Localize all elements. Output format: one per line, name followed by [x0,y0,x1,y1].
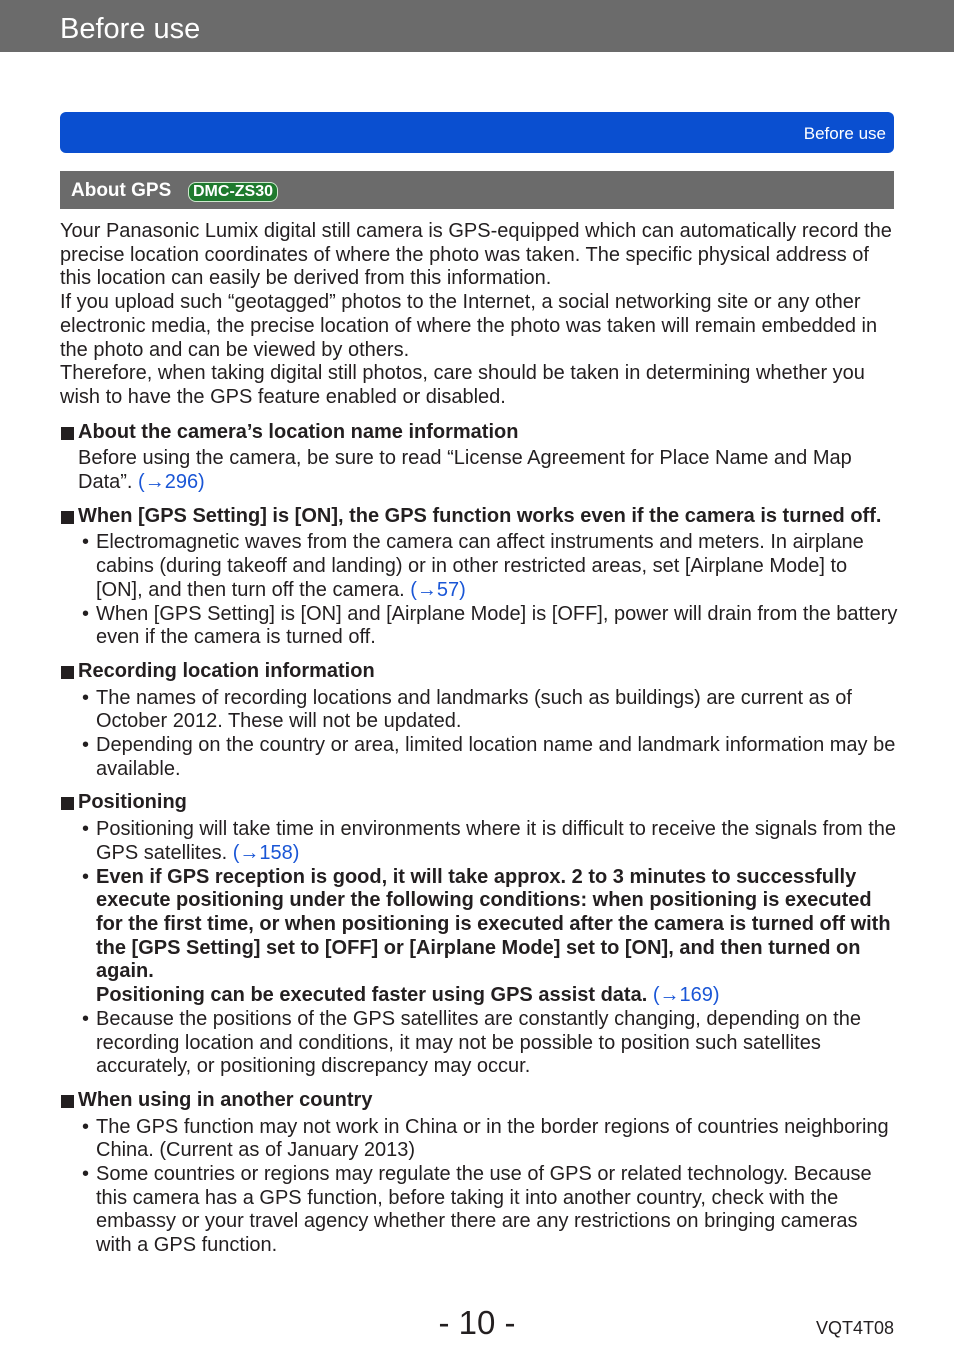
list-item [82,1163,898,1258]
heading-text: Recording location information [78,659,375,682]
top-header-bar [0,0,954,52]
recording-location-heading [60,660,898,684]
square-bullet-icon [61,511,74,524]
intro-paragraph-2: If you upload such “geotagged” photos to the Internet, a social networking site or any other electronic media, the precise location of where the photo was taken will remain embedded in the photo and can be viewed by others. [60,291,878,361]
heading-text: When using in another country [78,1088,373,1111]
section-header [60,171,894,209]
list-item [82,531,898,602]
location-name-text [60,447,898,494]
list-item [82,1115,898,1163]
list-item [82,734,898,781]
square-bullet-icon [61,427,74,440]
page-link-158[interactable]: (→158) [232,841,300,864]
bullet-icon: • [82,1163,90,1186]
list-item [82,686,898,734]
intro-text [60,220,898,410]
page-number: - 10 - [438,1304,516,1341]
location-name-heading [60,421,898,445]
gps-on-list [60,531,898,650]
heading-text: Positioning [78,791,187,814]
body-text: The names of recording locations and landmarks (such as buildings) are current as of October 2012. These will not be updated. [96,686,852,733]
positioning-list [60,818,898,1079]
bullet-icon: • [82,602,90,625]
intro-paragraph-1: Your Panasonic Lumix digital still camera is GPS-equipped which can automatically record the precise location coordinates of where the photo was taken. The specific physical address of this location can easily be derived from this information. [60,220,892,290]
bullet-icon: • [82,531,90,554]
bold-text: Even if GPS reception is good, it will take approx. 2 to 3 minutes to successfully execute positioning under the following conditions: when positioning is executed for the first time, or when positioning is executed after the camera is turned off with the [GPS Setting] set to [OFF] or [Airplane Mode] set to [ON], and then turned on again. [96,865,891,983]
header-title: Before use [60,13,201,45]
list-item [82,818,898,865]
another-country-list [60,1116,898,1258]
list-item [82,602,898,650]
body-text: When [GPS Setting] is [ON] and [Airplane Mode] is [OFF], power will drain from the battery even if the camera is turned off. [96,602,898,649]
list-item [82,865,898,1008]
bullet-icon: • [82,1007,90,1030]
bullet-icon: • [82,1115,90,1138]
square-bullet-icon [61,666,74,679]
document-code: VQT4T08 [815,1318,894,1338]
another-country-heading [60,1089,898,1113]
chapter-tab-label[interactable]: Before use [803,124,886,143]
square-bullet-icon [61,1095,74,1108]
body-text: Positioning will take time in environments where it is difficult to receive the signals from the GPS satellites. [96,818,896,864]
bold-text: Positioning can be executed faster using GPS assist data. [96,984,653,1007]
recording-location-list [60,687,898,782]
bullet-icon: • [82,818,90,841]
square-bullet-icon [61,797,74,810]
page-content [60,220,898,1258]
body-text: The GPS function may not work in China or in the border regions of countries neighboring China. (Current as of January 2013) [96,1115,889,1162]
body-text: Before using the camera, be sure to read “License Agreement for Place Name and Map Data”. [78,447,852,494]
positioning-heading [60,791,898,815]
chapter-tab-bar [60,112,894,153]
body-text: Depending on the country or area, limited location name and landmark information may be available. [96,734,896,780]
gps-on-heading [60,505,898,529]
body-text: Because the positions of the GPS satellites are constantly changing, depending on the recording location and conditions, it may not be possible to position such satellites accurately, or positioning discrepancy may occur. [96,1007,861,1078]
page-link-57[interactable]: (→57) [410,578,466,601]
section-title: About GPS [71,180,172,201]
bullet-icon: • [82,865,90,888]
page-link-169[interactable]: (→169) [652,984,720,1007]
heading-text: About the camera’s location name information [78,420,519,443]
body-text: Electromagnetic waves from the camera can affect instruments and meters. In airplane cabins (during takeoff and landing) or in other restricted areas, set [Airplane Mode] to [ON], and then turn off the camera. [96,531,864,601]
page-link-296[interactable]: (→296) [138,471,205,494]
bullet-icon: • [82,734,90,757]
list-item [82,1007,898,1079]
model-badge: DMC-ZS30 [188,182,278,202]
body-text: Some countries or regions may regulate the use of GPS or related technology. Because this camera has a GPS function, before taking it into another country, check with the embassy or your travel agency whether there are any restrictions on bringing cameras with a GPS function. [96,1163,872,1257]
intro-paragraph-3: Therefore, when taking digital still photos, care should be taken in determining whether you wish to have the GPS feature enabled or disabled. [60,362,865,408]
heading-text: When [GPS Setting] is [ON], the GPS function works even if the camera is turned off. [78,504,882,527]
bullet-icon: • [82,686,90,709]
